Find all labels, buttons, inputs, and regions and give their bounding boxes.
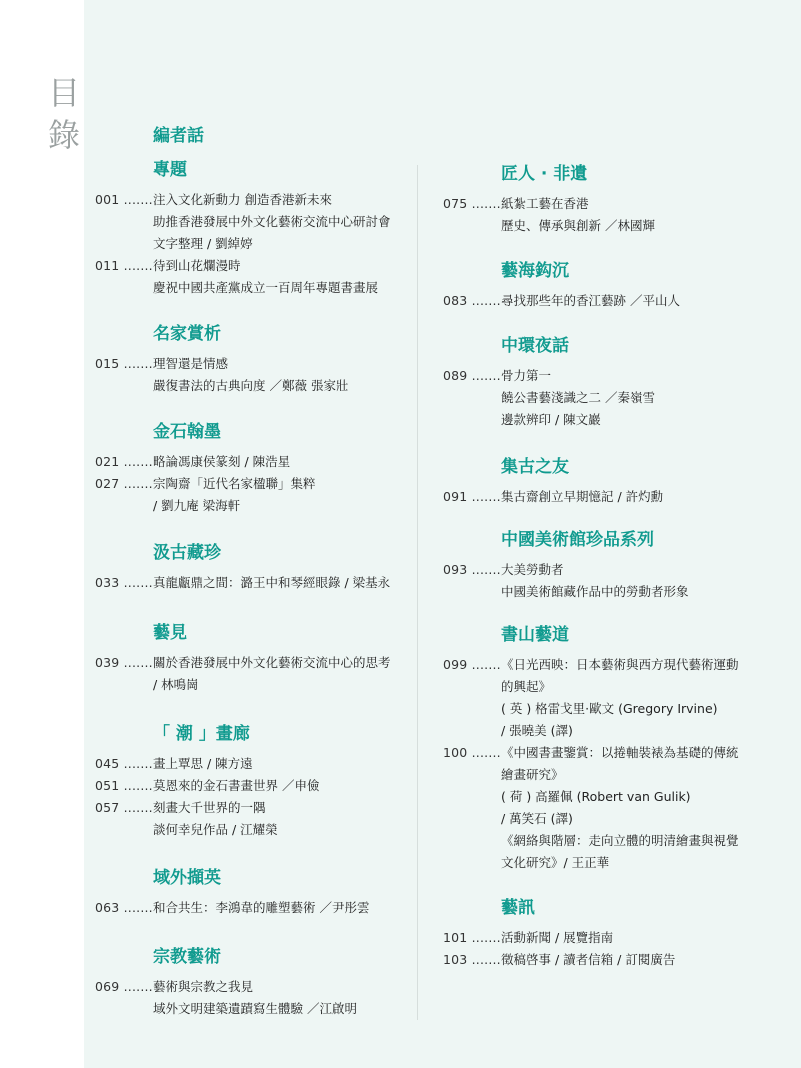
toc-entry-line: [95, 353, 348, 375]
toc-entry-line: [95, 473, 316, 495]
toc-entry-line: [95, 753, 319, 775]
toc-entry[interactable]: [443, 654, 739, 742]
toc-entry-line: [443, 927, 675, 949]
section-heading[interactable]: 匠人 · 非遺: [501, 164, 588, 184]
entry-title: 《網絡與階層：走向立體的明清繪畫與視覺: [501, 833, 739, 848]
toc-entry[interactable]: [95, 775, 319, 797]
entry-title: 中國美術館藏作品中的勞動者形象: [501, 584, 689, 599]
toc-section: [95, 124, 204, 155]
toc-title-char-1: 目: [48, 74, 81, 112]
section-heading[interactable]: 藝海鈎沉: [501, 261, 569, 281]
toc-entry[interactable]: [95, 797, 319, 841]
toc-entry-line: [443, 215, 655, 237]
toc-entry[interactable]: [95, 353, 348, 397]
section-heading[interactable]: 域外擷英: [153, 868, 221, 888]
entry-title: 宗陶齋「近代名家楹聯」集粹: [153, 476, 316, 491]
entry-title: 尋找那些年的香江藝跡 ／平山人: [501, 293, 680, 308]
page-number: 101 .......: [443, 930, 501, 945]
page-number: 091 .......: [443, 489, 501, 504]
toc-section: [95, 158, 391, 299]
entry-title: 藝術與宗教之我見: [153, 979, 254, 994]
toc-section: [95, 322, 348, 397]
section-heading[interactable]: 藝見: [153, 623, 187, 643]
toc-entry-line: [95, 255, 391, 277]
toc-entry[interactable]: [95, 897, 369, 919]
section-heading[interactable]: 藝訊: [501, 898, 535, 918]
toc-section: [95, 541, 390, 594]
page-number: 083 .......: [443, 293, 501, 308]
toc-section: [95, 866, 369, 919]
entry-title: / 劉九庵 梁海軒: [153, 498, 241, 513]
section-heading[interactable]: 汲古藏珍: [153, 543, 221, 563]
entry-title: 助推香港發展中外文化藝術交流中心研討會: [153, 214, 391, 229]
page-number: 021 .......: [95, 454, 153, 469]
section-heading[interactable]: 編者話: [153, 126, 204, 146]
toc-section: [443, 528, 689, 603]
page-number: 103 .......: [443, 952, 501, 967]
toc-entry[interactable]: [443, 927, 675, 949]
toc-entry-line: [443, 720, 739, 742]
toc-entry[interactable]: [95, 976, 357, 1020]
toc-entry-line: [443, 676, 739, 698]
toc-entry-line: [443, 409, 655, 431]
section-heading[interactable]: 「 潮 」畫廊: [153, 724, 250, 744]
entry-title: 《日光西映：日本藝術與西方現代藝術運動: [501, 657, 739, 672]
toc-title-char-2: 錄: [48, 116, 81, 154]
entry-title: 邊款辨印 / 陳文巖: [501, 412, 601, 427]
toc-entry-line: [95, 797, 319, 819]
page-number: 027 .......: [95, 476, 153, 491]
entry-title: 域外文明建築遺蹟寫生體驗 ／江啟明: [153, 1001, 357, 1016]
entry-title: 的興起》: [501, 679, 552, 694]
page-number: 075 .......: [443, 196, 501, 211]
entry-title: 待到山花爛漫時: [153, 258, 241, 273]
toc-entry-line: [95, 277, 391, 299]
toc-entry-line: [443, 949, 675, 971]
section-heading[interactable]: 名家賞析: [153, 324, 221, 344]
section-heading[interactable]: 金石翰墨: [153, 422, 221, 442]
toc-entry-line: [95, 976, 357, 998]
toc-entry-line: [443, 290, 680, 312]
entry-title: ( 英 ) 格雷戈里·歐文 (Gregory Irvine): [501, 701, 718, 716]
toc-section: [443, 896, 675, 971]
entry-title: / 林鳴崗: [153, 677, 199, 692]
toc-entry-line: [443, 193, 655, 215]
toc-entry[interactable]: [443, 559, 689, 603]
toc-entry[interactable]: [443, 742, 739, 874]
column-divider: [417, 165, 418, 1020]
entry-title: 大美勞動者: [501, 562, 564, 577]
entry-title: / 張曉美 (譯): [501, 723, 573, 738]
toc-entry-line: [95, 998, 357, 1020]
entry-title: 談何幸兒作品 / 江耀榮: [153, 822, 278, 837]
section-heading[interactable]: 宗教藝術: [153, 947, 221, 967]
toc-entry[interactable]: [95, 451, 316, 473]
toc-entry-line: [95, 572, 390, 594]
entry-title: / 萬笑石 (譯): [501, 811, 573, 826]
page-number: 100 .......: [443, 745, 501, 760]
entry-title: 歷史、傳承與創新 ／林國輝: [501, 218, 655, 233]
entry-title: 慶祝中國共產黨成立一百周年專題書畫展: [153, 280, 379, 295]
page-number: 093 .......: [443, 562, 501, 577]
page-number: 099 .......: [443, 657, 501, 672]
page-number: 057 .......: [95, 800, 153, 815]
entry-title: 骨力第一: [501, 368, 552, 383]
entry-title: 饒公書藝淺識之二 ／秦嶺雪: [501, 390, 655, 405]
page-number: 033 .......: [95, 575, 153, 590]
toc-entry-line: [443, 581, 689, 603]
toc-entry[interactable]: [443, 486, 663, 508]
toc-entry-line: [443, 830, 739, 852]
toc-entry-line: [95, 495, 316, 517]
page-number: 051 .......: [95, 778, 153, 793]
toc-entry-line: [443, 387, 655, 409]
page-number: 045 .......: [95, 756, 153, 771]
toc-section: [443, 623, 739, 874]
entry-title: ( 荷 ) 高羅佩 (Robert van Gulik): [501, 789, 691, 804]
entry-title: 理智還是情感: [153, 356, 229, 371]
toc-entry[interactable]: [443, 949, 675, 971]
toc-section: [443, 455, 663, 508]
section-heading[interactable]: 集古之友: [501, 457, 569, 477]
toc-section: [95, 621, 391, 696]
entry-title: 繪畫研究》: [501, 767, 564, 782]
entry-title: 《中國書畫鑒賞：以捲軸裝裱為基礎的傳統: [501, 745, 739, 760]
section-heading[interactable]: 專題: [153, 160, 187, 180]
entry-title: 略論馮康侯篆刻 / 陳浩星: [153, 454, 291, 469]
entry-title: 徵稿啓事 / 讀者信箱 / 訂閱廣告: [501, 952, 676, 967]
toc-entry[interactable]: [95, 652, 391, 696]
section-heading[interactable]: 中國美術館珍品系列: [501, 530, 654, 550]
page-number: 011 .......: [95, 258, 153, 273]
toc-entry[interactable]: [95, 189, 391, 255]
entry-title: 關於香港發展中外文化藝術交流中心的思考: [153, 655, 391, 670]
entry-title: 活動新聞 / 展覽指南: [501, 930, 614, 945]
toc-entry-line: [443, 742, 739, 764]
toc-entry-line: [443, 764, 739, 786]
toc-entry-line: [95, 819, 319, 841]
entry-title: 刻畫大千世界的一隅: [153, 800, 266, 815]
toc-entry[interactable]: [443, 290, 680, 312]
toc-section: [443, 162, 655, 237]
page-number: 015 .......: [95, 356, 153, 371]
toc-entry-line: [443, 365, 655, 387]
entry-title: 畫上覃思 / 陳方遠: [153, 756, 253, 771]
toc-entry-line: [95, 375, 348, 397]
toc-entry-line: [443, 654, 739, 676]
toc-entry-line: [443, 852, 739, 874]
toc-entry[interactable]: [443, 365, 655, 431]
toc-entry-line: [443, 559, 689, 581]
toc-entry[interactable]: [443, 193, 655, 237]
toc-entry-line: [95, 233, 391, 255]
toc-entry[interactable]: [95, 255, 391, 299]
entry-title: 和合共生：李鴻韋的雕塑藝術 ／尹彤雲: [153, 900, 370, 915]
page-number: 039 .......: [95, 655, 153, 670]
toc-entry-line: [95, 674, 391, 696]
toc-entry-line: [95, 189, 391, 211]
page-number: 001 .......: [95, 192, 153, 207]
section-heading[interactable]: 書山藝道: [501, 625, 569, 645]
page-number: 069 .......: [95, 979, 153, 994]
entry-title: 莫恩來的金石書畫世界 ／申儉: [153, 778, 320, 793]
toc-entry[interactable]: [95, 753, 319, 775]
toc-section: [95, 945, 357, 1020]
toc-entry-line: [95, 451, 316, 473]
toc-entry[interactable]: [95, 473, 316, 517]
toc-entry-line: [95, 652, 391, 674]
toc-section: [95, 722, 319, 841]
entry-title: 真龍甗鼎之間：潞王中和琴經眼錄 / 梁基永: [153, 575, 391, 590]
entry-title: 集古齋創立早期憶記 / 許灼勳: [501, 489, 664, 504]
toc-title: [48, 72, 88, 156]
toc-entry-line: [95, 775, 319, 797]
toc-entry-line: [443, 786, 739, 808]
toc-entry-line: [443, 698, 739, 720]
entry-title: 文化研究》/ 王正華: [501, 855, 610, 870]
toc-section: [95, 420, 316, 517]
toc-entry-line: [443, 808, 739, 830]
section-heading[interactable]: 中環夜話: [501, 336, 569, 356]
toc-entry-line: [443, 486, 663, 508]
toc-entry[interactable]: [95, 572, 390, 594]
toc-section: [443, 259, 680, 312]
entry-title: 注入文化新動力 創造香港新未來: [153, 192, 332, 207]
entry-title: 紙紮工藝在香港: [501, 196, 589, 211]
toc-section: [443, 334, 655, 431]
toc-entry-line: [95, 897, 369, 919]
entry-title: 文字整理 / 劉綽婷: [153, 236, 253, 251]
page-number: 089 .......: [443, 368, 501, 383]
page-number: 063 .......: [95, 900, 153, 915]
entry-title: 嚴復書法的古典向度 ／鄭薇 張家壯: [153, 378, 349, 393]
toc-entry-line: [95, 211, 391, 233]
